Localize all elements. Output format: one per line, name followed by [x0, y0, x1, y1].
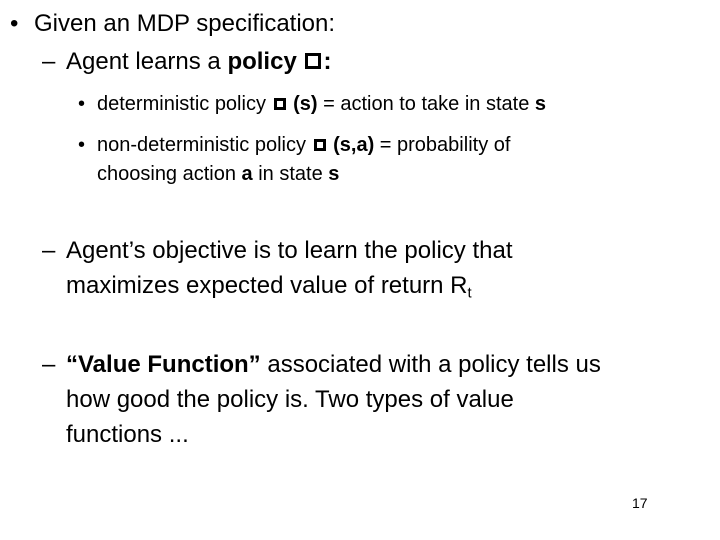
item2-rest: = probability of [374, 134, 511, 156]
item2-args: (s,a) [333, 134, 375, 156]
sub1-prefix: Agent learns a [66, 48, 228, 75]
sub2-line2 [66, 272, 472, 302]
sub1-bold: policy [227, 48, 297, 75]
sub3-line2: how good the policy is. Two types of value [66, 386, 514, 413]
bullet-icon: • [10, 10, 19, 37]
sub3-line1-rest: associated with a policy tells us [260, 351, 601, 378]
sub1-colon: : [323, 48, 332, 75]
sub3-line3: functions ... [66, 421, 189, 448]
value-function-term: “Value Function” [66, 351, 261, 378]
dash-icon: – [42, 237, 56, 264]
item1-var: s [534, 93, 547, 115]
return-subscript: t [467, 285, 472, 302]
item2-var2: s [328, 163, 340, 185]
slide-number: 17 [632, 495, 648, 511]
item2-line2-a: choosing action [97, 163, 242, 185]
policy-symbol-icon [314, 139, 326, 151]
item1-args: (s) [293, 93, 318, 115]
item1-rest: = action to take in state [317, 93, 535, 115]
bullet-icon: • [78, 93, 86, 115]
non-deterministic-item-line1 [97, 135, 510, 155]
dash-icon: – [42, 48, 56, 75]
top-bullet-text: Given an MDP specification: [34, 10, 336, 37]
non-deterministic-item-line2 [97, 164, 339, 184]
item2-prefix: non-deterministic policy [97, 134, 306, 156]
policy-symbol-icon [305, 53, 321, 69]
item2-var1: a [241, 163, 253, 185]
sub3-line1 [66, 353, 601, 377]
item1-prefix: deterministic policy [97, 93, 266, 115]
sub2-line2-text: maximizes expected value of return R [66, 272, 468, 299]
sub2-line1: Agent’s objective is to learn the policy that [66, 237, 513, 264]
deterministic-item [97, 94, 546, 114]
sub1-text [66, 50, 331, 74]
bullet-icon: • [78, 134, 86, 156]
policy-symbol-icon [274, 98, 286, 110]
item2-line2-b: in state [252, 163, 329, 185]
dash-icon: – [42, 351, 56, 378]
